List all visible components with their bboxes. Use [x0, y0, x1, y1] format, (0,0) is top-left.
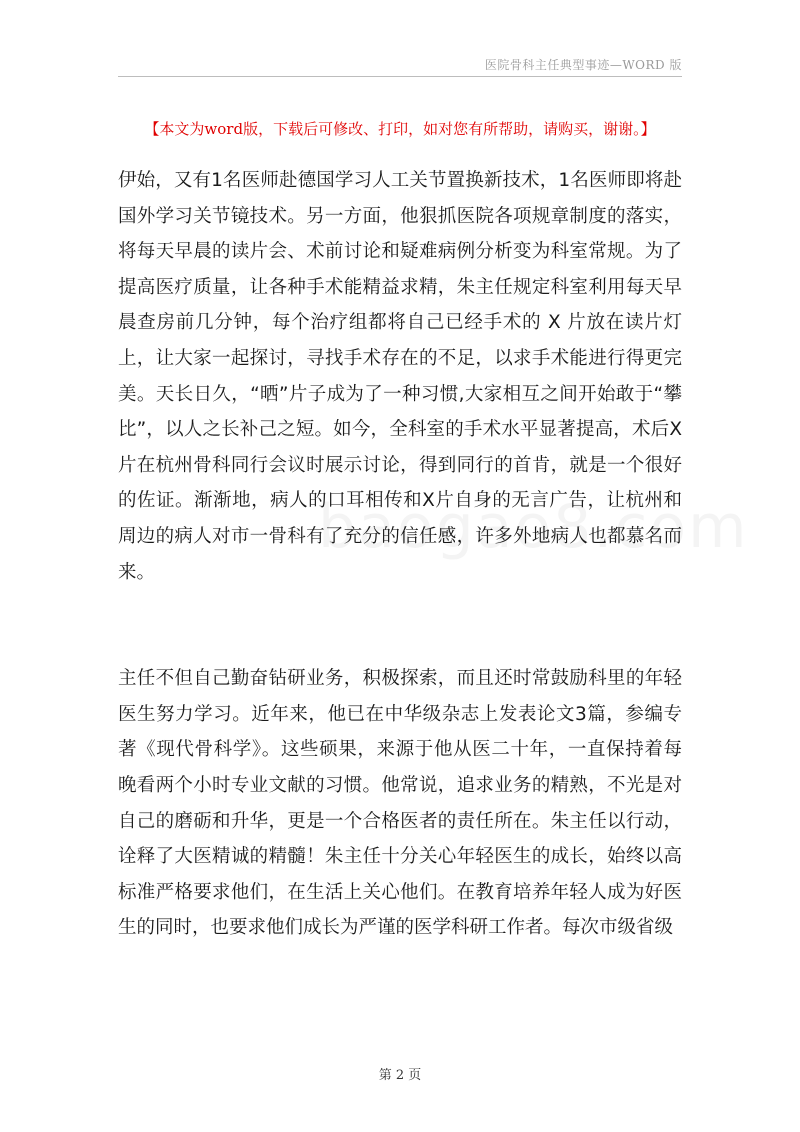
header-divider [118, 76, 682, 77]
page-number: 第 2 页 [378, 1068, 422, 1083]
paragraph-2: 主任不但自己勤奋钻研业务，积极探索，而且还时常鼓励科里的年轻医生努力学习。近年来，他已在中华级杂志上发表论文3篇，参编专著《现代骨科学》。这些硕果，来源于他从医二十年，一直保持着每晚看两个小时专业文献的习惯。他常说，追求业务的精熟，不光是对自己的磨砺和升华，更是一个合格医者的责任所在。朱主任以行动，诠释了大医精诚的精髓！朱主任十分关心年轻医生的成长，始终以高标准严格要求他们，在生活上关心他们。在教育培养年轻人成为好医生的同时，也要求他们成长为严谨的医学科研工作者。每次市级省级 [118, 668, 682, 939]
paragraph-1: 伊始，又有1名医师赴德国学习人工关节置换新技术，1名医师即将赴国外学习关节镜技术。另一方面，他狠抓医院各项规章制度的落实，将每天早晨的读片会、术前讨论和疑难病例分析变为科室常规。为了提高医疗质量，让各种手术能精益求精，朱主任规定科室利用每天早晨查房前几分钟，每个治疗组都将自己已经手术的 X 片放在读片灯上，让大家一起探讨，寻找手术存在的不足，以求手术能进行得更完美。天长日久，“晒”片子成为了一种习惯,大家相互之间开始敢于“攀比”，以人之长补己之短。如今，全科室的手术水平显著提高，术后X片在杭州骨科同行会议时展示讨论，得到同行的首肯，就是一个很好的佐证。渐渐地，病人的口耳相传和X片自身的无言广告，让杭州和周边的病人对市一骨科有了充分的信任感，许多外地病人也都慕名而来。 [118, 170, 682, 583]
page-header-title: 医院骨科主任典型事迹—WORD 版 [484, 58, 682, 72]
download-notice: 【本文为word版，下载后可修改、打印，如对您有所帮助，请购买，谢谢。】 [144, 120, 656, 138]
watermark [318, 492, 749, 562]
